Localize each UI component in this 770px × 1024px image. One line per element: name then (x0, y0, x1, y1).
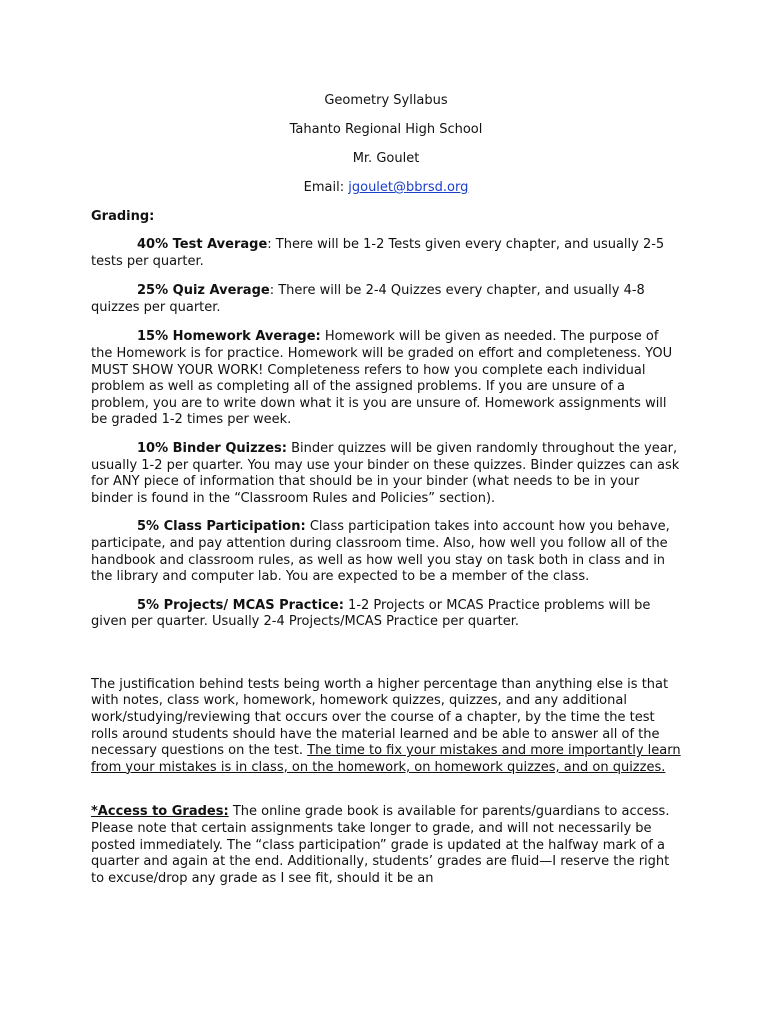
grading-item-text: : There will be 1-2 Tests given every chapter, and usually 2-5 tests per quarter. (91, 237, 665, 269)
grading-item-text: 1-2 Projects or MCAS Practice problems will be given per quarter. Usually 2-4 Projects/MCAS Practice per quarter. (91, 597, 651, 630)
access-paragraph (91, 804, 681, 887)
grading-heading: Grading: (91, 209, 155, 224)
justification-text: The justification behind tests being worth a higher percentage than anything else is that with notes, class work, homework, homework quizzes, quizzes, and any additional work/studying/reviewing that occurs over the course of a chapter, by the time the test rolls around students should have the material learned and be able to answer all of the necessary questions on the test. (91, 676, 669, 759)
grading-item-projects (91, 598, 681, 631)
email-label: Email: (303, 180, 349, 195)
grading-item-lead: 15% Homework Average: (137, 329, 321, 345)
paragraph-spacer (91, 776, 681, 804)
justification-underlined-text: The time to fix your mistakes and more importantly learn from your mistakes is in class, on the homework, on homework quizzes, and on quizzes. (91, 743, 681, 775)
grading-item-text: : There will be 2-4 Quizzes every chapter, and usually 4-8 quizzes per quarter. (91, 283, 645, 315)
grading-item-text: Homework will be given as needed. The purpose of the Homework is for practice. Homework will be graded on effort and completeness. YOU MUST SHOW YOUR WORK! Completeness refers to how you complete each individual problem as well as completing all of the assigned problems. If you are unsure of a problem, you are to write down what it is you are unsure of. Homework assignments will be graded 1-2 times per week. (91, 329, 673, 428)
grading-item-participation (91, 519, 681, 585)
grading-item-binder-quizzes (91, 441, 681, 507)
grading-item-lead: 40% Test Average (137, 237, 268, 252)
grading-item-lead: 10% Binder Quizzes: (137, 440, 287, 456)
grading-item-tests (91, 237, 681, 270)
email-link[interactable]: jgoulet@bbrsd.org (348, 180, 469, 195)
grading-item-quizzes (91, 283, 681, 316)
grading-item-text: Class participation takes into account how you behave, participate, and pay attention during classroom time. Also, how well you follow all of the handbook and classroom rules, as well as how well you stay on task both in class and in the library and computer lab. You are expected to be a member of the class. (91, 519, 670, 585)
justification-paragraph (91, 677, 681, 777)
grading-item-text: Binder quizzes will be given randomly throughout the year, usually 1-2 per quarter. You may use your binder on these quizzes. Binder quizzes can ask for ANY piece of information that should be in your binder (what needs to be in your binder is found in the “Classroom Rules and Policies” section). (91, 440, 680, 506)
access-text: The online grade book is available for parents/guardians to access. Please note that certain assignments take longer to grade, and will not necessarily be posted immediately. The “class participation” grade is updated at the halfway mark of a quarter and again at the end. Additionally, students’ grades are fluid—I reserve the right to excuse/drop any grade as I see fit, should it be an (91, 804, 670, 886)
grading-item-lead: 5% Projects/ MCAS Practice: (137, 597, 344, 613)
teacher-name: Mr. Goulet (352, 151, 420, 166)
school-name: Tahanto Regional High School (289, 122, 483, 137)
document-title: Geometry Syllabus (324, 93, 448, 108)
grading-item-homework (91, 329, 681, 429)
email-line (91, 179, 681, 197)
grading-item-lead: 25% Quiz Average (137, 283, 270, 299)
grading-item-lead: 5% Class Participation: (137, 519, 306, 535)
syllabus-page (91, 92, 681, 887)
access-heading: *Access to Grades: (91, 804, 229, 820)
paragraph-spacer (91, 644, 681, 677)
